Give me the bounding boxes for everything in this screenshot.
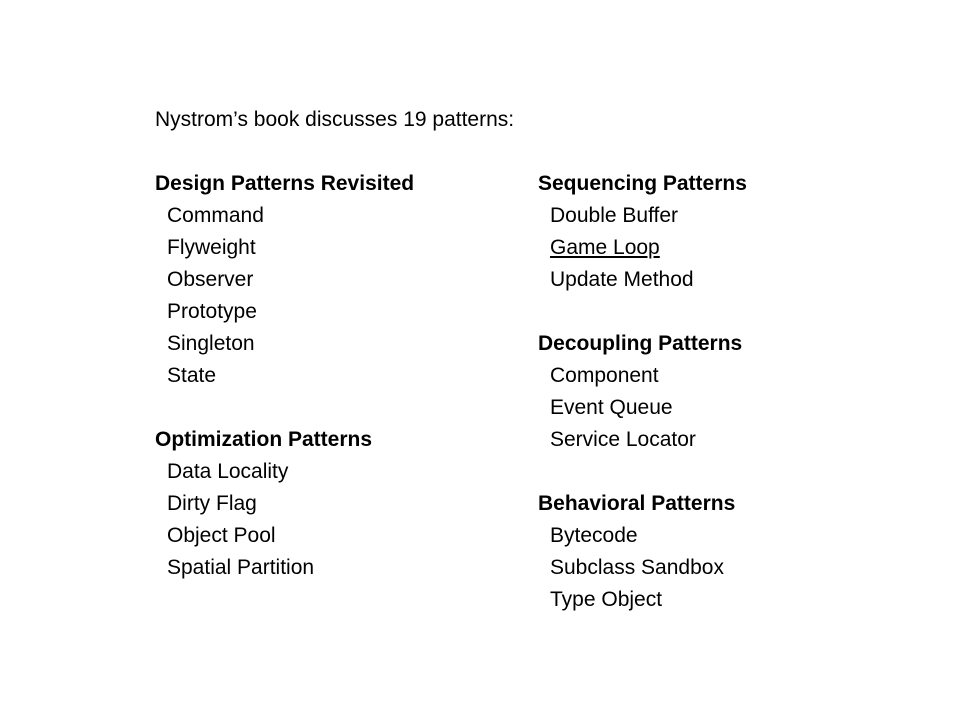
pattern-item-service-locator — [538, 424, 747, 456]
pattern-label: Component — [550, 364, 659, 387]
pattern-group-behavioral-patterns — [538, 488, 747, 616]
pattern-label: Data Locality — [167, 460, 289, 483]
pattern-item-prototype — [155, 296, 414, 328]
pattern-item-game-loop — [538, 232, 747, 264]
pattern-label: Singleton — [167, 332, 255, 355]
group-title: Behavioral Patterns — [538, 492, 736, 515]
pattern-label: Subclass Sandbox — [550, 556, 724, 579]
pattern-label: Dirty Flag — [167, 492, 257, 515]
pattern-label: Service Locator — [550, 428, 696, 451]
pattern-item-observer — [155, 264, 414, 296]
pattern-label: Spatial Partition — [167, 556, 315, 579]
pattern-group-sequencing-patterns — [538, 168, 747, 296]
pattern-item-flyweight — [155, 232, 414, 264]
pattern-item-subclass-sandbox — [538, 552, 747, 584]
pattern-label: Update Method — [550, 268, 694, 291]
pattern-item-bytecode — [538, 520, 747, 552]
pattern-item-dirty-flag — [155, 488, 414, 520]
pattern-label: Type Object — [550, 588, 663, 611]
pattern-label: Event Queue — [550, 396, 673, 419]
pattern-label: State — [167, 364, 217, 387]
pattern-item-command — [155, 200, 414, 232]
pattern-label: Bytecode — [550, 524, 638, 547]
group-title: Decoupling Patterns — [538, 332, 743, 355]
pattern-item-state — [155, 360, 414, 392]
pattern-label: Command — [167, 204, 264, 227]
pattern-label: Observer — [167, 268, 254, 291]
pattern-group-decoupling-patterns — [538, 328, 747, 456]
pattern-item-object-pool — [155, 520, 414, 552]
pattern-label: Game Loop — [550, 236, 660, 259]
pattern-label: Prototype — [167, 300, 257, 323]
pattern-group-optimization-patterns — [155, 424, 414, 584]
pattern-group-design-patterns-revisited — [155, 168, 414, 392]
intro-text: Nystrom’s book discusses 19 patterns: — [155, 108, 515, 131]
pattern-item-double-buffer — [538, 200, 747, 232]
group-title: Design Patterns Revisited — [155, 172, 415, 195]
group-title: Optimization Patterns — [155, 428, 373, 451]
pattern-item-update-method — [538, 264, 747, 296]
pattern-item-type-object — [538, 584, 747, 616]
pattern-item-singleton — [155, 328, 414, 360]
pattern-item-spatial-partition — [155, 552, 414, 584]
left-column — [155, 168, 414, 616]
group-title: Sequencing Patterns — [538, 172, 747, 195]
pattern-label: Object Pool — [167, 524, 276, 547]
pattern-item-data-locality — [155, 456, 414, 488]
right-column — [538, 168, 747, 648]
pattern-item-component — [538, 360, 747, 392]
pattern-item-event-queue — [538, 392, 747, 424]
pattern-label: Flyweight — [167, 236, 256, 259]
pattern-label: Double Buffer — [550, 204, 679, 227]
